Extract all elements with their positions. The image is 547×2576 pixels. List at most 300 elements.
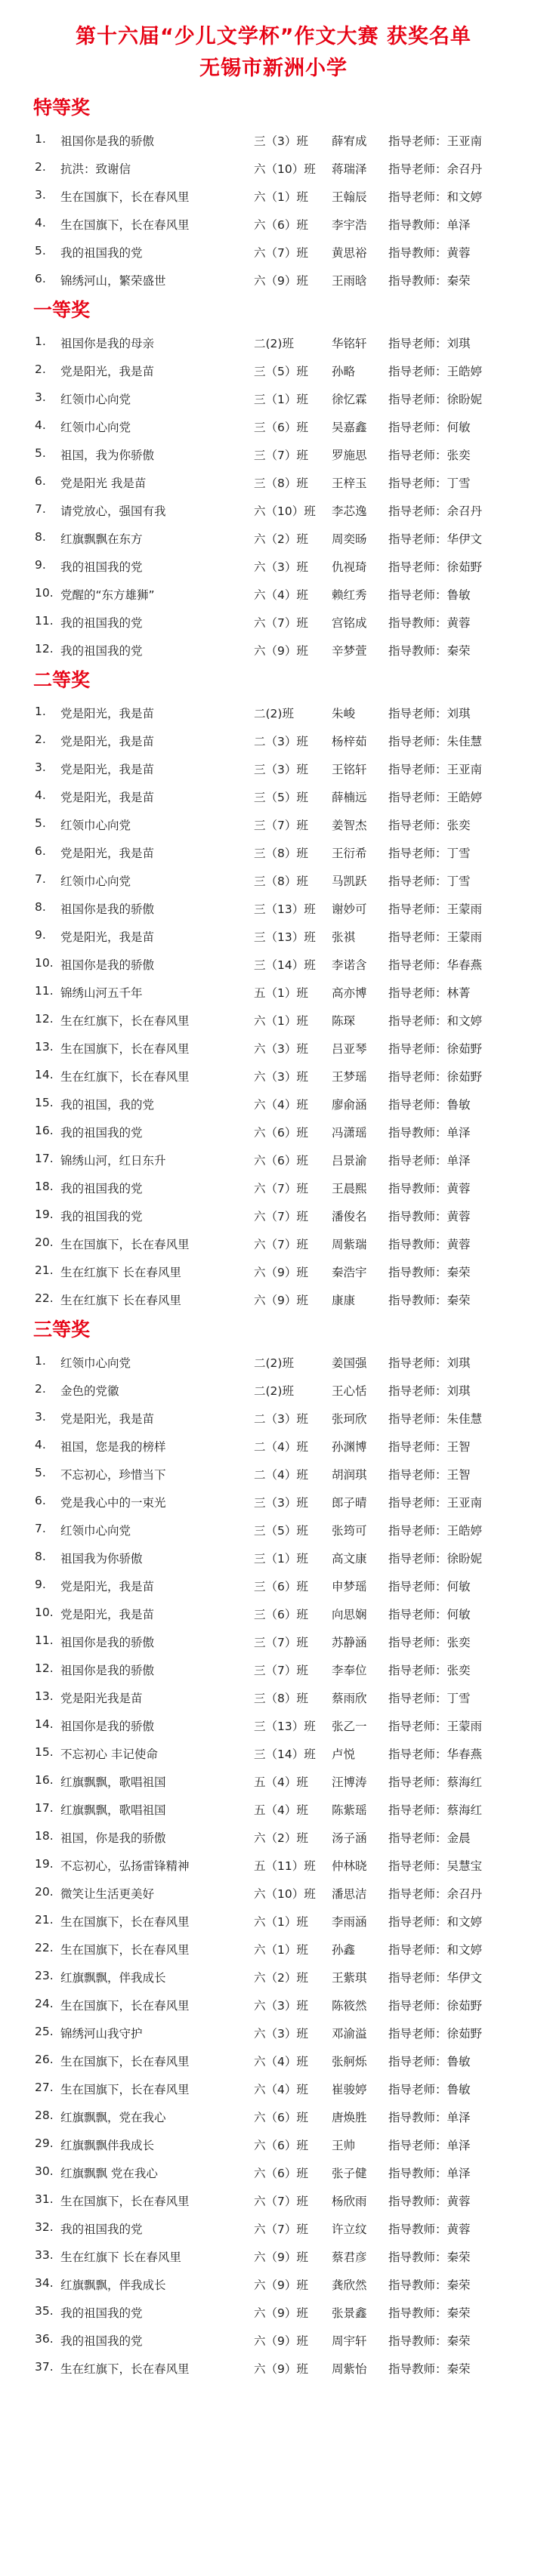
- award-row: [33, 1285, 547, 1313]
- student-name: 冯潇瑶: [332, 1126, 367, 1140]
- class-name: 六（3）班: [254, 1070, 308, 1084]
- teacher-name: 指导教师：秦荣: [388, 1266, 471, 1279]
- class-name: 六（6）班: [254, 2111, 308, 2124]
- teacher-name: 指导教师：秦荣: [388, 644, 471, 658]
- work-title: 红领巾心向党: [60, 819, 131, 832]
- student-name: 唐焕胜: [332, 2111, 367, 2124]
- award-row: [33, 949, 547, 977]
- award-row: [33, 921, 547, 949]
- class-name: 三（8）班: [254, 1692, 308, 1705]
- teacher-name: 指导老师：和文婷: [388, 1014, 483, 1028]
- work-title: 我的祖国我的党: [60, 616, 143, 630]
- teacher-name: 指导老师：王智: [388, 1468, 471, 1482]
- student-name: 徐忆霖: [332, 393, 367, 406]
- award-row: [33, 2297, 547, 2325]
- entry-number: 26.: [35, 2053, 54, 2066]
- work-title: 锦绣山河，红日东升: [60, 1154, 166, 1168]
- award-row: [33, 209, 547, 237]
- class-name: 五（1）班: [254, 986, 308, 1000]
- student-name: 苏静涵: [332, 1636, 367, 1649]
- teacher-name: 指导教师：秦荣: [388, 2334, 471, 2348]
- teacher-name: 指导老师：林菁: [388, 986, 471, 1000]
- work-title: 党是阳光，我是苗: [60, 763, 155, 776]
- class-name: 六（4）班: [254, 2055, 308, 2069]
- class-name: 六（1）班: [254, 1915, 308, 1929]
- class-name: 三（3）班: [254, 134, 308, 148]
- student-name: 潘俊名: [332, 1210, 367, 1223]
- award-sections: [0, 91, 547, 2381]
- class-name: 三（7）班: [254, 449, 308, 462]
- work-title: 党是阳光，我是苗: [60, 1580, 155, 1593]
- award-row: [33, 1794, 547, 1822]
- class-name: 六（3）班: [254, 560, 308, 574]
- class-name: 六（10）班: [254, 1887, 316, 1901]
- student-name: 薛宥成: [332, 134, 367, 148]
- award-row: [33, 1117, 547, 1145]
- teacher-name: 指导老师：徐盼妮: [388, 393, 483, 406]
- award-row: [33, 2046, 547, 2074]
- work-title: 我的祖国我的党: [60, 2223, 143, 2236]
- work-title: 红领巾心向党: [60, 421, 131, 434]
- entry-number: 4.: [35, 1438, 46, 1452]
- award-row: [33, 181, 547, 209]
- student-name: 杨欣雨: [332, 2195, 367, 2208]
- class-name: 六（2）班: [254, 1971, 308, 1985]
- award-row: [33, 440, 547, 467]
- teacher-name: 指导老师：蔡海红: [388, 1775, 483, 1789]
- teacher-name: 指导老师：鲁敏: [388, 588, 471, 602]
- teacher-name: 指导老师：余召丹: [388, 504, 483, 518]
- entry-number: 1.: [35, 335, 46, 348]
- teacher-name: 指导教师：黄蓉: [388, 616, 471, 630]
- class-name: 六（4）班: [254, 2083, 308, 2096]
- award-row: [33, 607, 547, 635]
- award-row: [33, 523, 547, 551]
- entry-number: 6.: [35, 272, 46, 285]
- entry-number: 10.: [35, 586, 54, 600]
- teacher-name: 指导老师：徐茹野: [388, 2027, 483, 2041]
- student-name: 王晨熙: [332, 1182, 367, 1195]
- award-row: [33, 2186, 547, 2214]
- class-name: 六（1）班: [254, 190, 308, 204]
- entry-number: 10.: [35, 1606, 54, 1619]
- award-row: [33, 265, 547, 293]
- student-name: 廖俞涵: [332, 1098, 367, 1112]
- class-name: 六（6）班: [254, 1154, 308, 1168]
- work-title: 我的祖国我的党: [60, 2306, 143, 2320]
- class-name: 三（1）班: [254, 393, 308, 406]
- teacher-name: 指导老师：张奕: [388, 449, 471, 462]
- student-name: 李宇浩: [332, 218, 367, 232]
- teacher-name: 指导教师：单泽: [388, 2111, 471, 2124]
- work-title: 红领巾心向党: [60, 1524, 131, 1538]
- class-name: 五（11）班: [254, 1859, 316, 1873]
- class-name: 六（6）班: [254, 2167, 308, 2180]
- teacher-name: 指导老师：丁雪: [388, 847, 471, 860]
- work-title: 生在红旗下，长在春风里: [60, 2362, 190, 2376]
- work-title: 抗洪：致谢信: [60, 162, 131, 176]
- entry-number: 20.: [35, 1236, 54, 1249]
- school-name: 无锡市新洲小学: [199, 57, 348, 80]
- work-title: 锦绣河山，繁荣盛世: [60, 274, 166, 288]
- work-title: 祖国你是我的骄傲: [60, 134, 155, 148]
- student-name: 王帅: [332, 2139, 356, 2152]
- student-name: 薛楠远: [332, 791, 367, 804]
- award-row: [33, 810, 547, 838]
- class-name: 三（7）班: [254, 819, 308, 832]
- award-row: [33, 2074, 547, 2102]
- class-name: 二（4）班: [254, 1468, 308, 1482]
- work-title: 红旗飘飘，党在我心: [60, 2111, 166, 2124]
- class-name: 三（8）班: [254, 847, 308, 860]
- work-title: 红旗飘飘，伴我成长: [60, 1971, 166, 1985]
- teacher-name: 指导教师：秦荣: [388, 2306, 471, 2320]
- student-name: 王铭轩: [332, 763, 367, 776]
- class-name: 三（3）班: [254, 1496, 308, 1510]
- award-row: [33, 1906, 547, 1934]
- entry-number: 17.: [35, 1801, 54, 1815]
- teacher-name: 指导老师：王蒙雨: [388, 930, 483, 944]
- class-name: 六（6）班: [254, 2139, 308, 2152]
- work-title: 党是阳光，我是苗: [60, 735, 155, 748]
- teacher-name: 指导教师：黄蓉: [388, 2195, 471, 2208]
- student-name: 邓渝溢: [332, 2027, 367, 2041]
- class-name: 三（5）班: [254, 791, 308, 804]
- entry-number: 6.: [35, 1494, 46, 1507]
- student-name: 蔡君彦: [332, 2251, 367, 2264]
- teacher-name: 指导教师：单泽: [388, 218, 471, 232]
- class-name: 六（4）班: [254, 1098, 308, 1112]
- work-title: 党是我心中的一束光: [60, 1496, 166, 1510]
- student-name: 王衍希: [332, 847, 367, 860]
- teacher-name: 指导老师：华伊文: [388, 532, 483, 546]
- entry-number: 13.: [35, 1040, 54, 1054]
- work-title: 红领巾心向党: [60, 1356, 131, 1370]
- entry-number: 21.: [35, 1913, 54, 1927]
- teacher-name: 指导教师：黄蓉: [388, 1238, 471, 1251]
- teacher-name: 指导老师：何敏: [388, 421, 471, 434]
- work-title: 红领巾心向党: [60, 393, 131, 406]
- award-row: [33, 1033, 547, 1061]
- award-row: [33, 1201, 547, 1229]
- class-name: 三（1）班: [254, 1552, 308, 1566]
- class-name: 三（8）班: [254, 875, 308, 888]
- award-row: [33, 1431, 547, 1459]
- award-row: [33, 328, 547, 356]
- award-row: [33, 384, 547, 412]
- work-title: 生在红旗下 长在春风里: [60, 2251, 181, 2264]
- entry-number: 3.: [35, 390, 46, 404]
- entry-number: 9.: [35, 558, 46, 572]
- entry-number: 30.: [35, 2164, 54, 2178]
- entry-number: 27.: [35, 2081, 54, 2094]
- student-name: 蒋瑞泽: [332, 162, 367, 176]
- entry-number: 15.: [35, 1745, 54, 1759]
- student-name: 宫铭成: [332, 616, 367, 630]
- work-title: 生在国旗下，长在春风里: [60, 2055, 190, 2069]
- class-name: 六（7）班: [254, 1182, 308, 1195]
- work-title: 不忘初心，弘扬雷锋精神: [60, 1859, 190, 1873]
- entry-number: 18.: [35, 1180, 54, 1193]
- entry-number: 1.: [35, 132, 46, 146]
- entry-number: 34.: [35, 2276, 54, 2290]
- first-prize-section: [33, 293, 547, 663]
- student-name: 龚欣然: [332, 2278, 367, 2292]
- teacher-name: 指导老师：和文婷: [388, 190, 483, 204]
- work-title: 不忘初心 丰记使命: [60, 1748, 158, 1761]
- award-row: [33, 1962, 547, 1990]
- work-title: 祖国你是我的骄傲: [60, 958, 155, 972]
- teacher-name: 指导老师：朱佳慧: [388, 735, 483, 748]
- award-row: [33, 412, 547, 440]
- student-name: 仲林晓: [332, 1859, 367, 1873]
- class-name: 三（13）班: [254, 1720, 316, 1733]
- award-row: [33, 1515, 547, 1543]
- teacher-name: 指导老师：何敏: [388, 1580, 471, 1593]
- student-name: 胡润琪: [332, 1468, 367, 1482]
- teacher-name: 指导老师：王皓婷: [388, 365, 483, 378]
- entry-number: 36.: [35, 2332, 54, 2346]
- award-row: [33, 1459, 547, 1487]
- entry-number: 20.: [35, 1885, 54, 1899]
- teacher-name: 指导老师：鲁敏: [388, 2083, 471, 2096]
- entry-number: 31.: [35, 2192, 54, 2206]
- work-title: 生在红旗下 长在春风里: [60, 1266, 181, 1279]
- entry-number: 4.: [35, 788, 46, 802]
- work-title: 党是阳光，我是苗: [60, 1608, 155, 1621]
- entry-number: 11.: [35, 1634, 54, 1647]
- award-row: [33, 865, 547, 893]
- award-row: [33, 1173, 547, 1201]
- class-name: 三（14）班: [254, 958, 316, 972]
- teacher-name: 指导老师：鲁敏: [388, 1098, 471, 1112]
- class-name: 三（5）班: [254, 1524, 308, 1538]
- class-name: 六（2）班: [254, 532, 308, 546]
- entry-number: 22.: [35, 1941, 54, 1954]
- second-prize-section: [33, 663, 547, 1313]
- student-name: 李诺含: [332, 958, 367, 972]
- work-title: 我的祖国我的党: [60, 1126, 143, 1140]
- work-title: 生在国旗下，长在春风里: [60, 1042, 190, 1056]
- award-row: [33, 1683, 547, 1711]
- work-title: 红领巾心向党: [60, 875, 131, 888]
- class-name: 六（3）班: [254, 1999, 308, 2013]
- student-name: 张景鑫: [332, 2306, 367, 2320]
- award-row: [33, 1599, 547, 1627]
- award-row: [33, 1375, 547, 1403]
- class-name: 六（9）班: [254, 2362, 308, 2376]
- student-name: 周奕旸: [332, 532, 367, 546]
- entry-number: 21.: [35, 1263, 54, 1277]
- entry-number: 19.: [35, 1857, 54, 1871]
- student-name: 吕亚琴: [332, 1042, 367, 1056]
- teacher-name: 指导老师：王亚南: [388, 763, 483, 776]
- teacher-name: 指导老师：徐茹野: [388, 560, 483, 574]
- entry-number: 35.: [35, 2304, 54, 2318]
- work-title: 生在红旗下，长在春风里: [60, 1070, 190, 1084]
- award-row: [33, 1571, 547, 1599]
- work-title: 祖国我为你骄傲: [60, 1552, 143, 1566]
- award-row: [33, 893, 547, 921]
- work-title: 祖国你是我的骄傲: [60, 902, 155, 916]
- work-title: 生在国旗下，长在春风里: [60, 218, 190, 232]
- award-row: [33, 1347, 547, 1375]
- entry-number: 2.: [35, 733, 46, 746]
- student-name: 仇视琦: [332, 560, 367, 574]
- teacher-name: 指导老师：徐茹野: [388, 1070, 483, 1084]
- teacher-name: 指导老师：华春燕: [388, 958, 483, 972]
- teacher-name: 指导老师：刘琪: [388, 1356, 471, 1370]
- class-name: 二（3）班: [254, 735, 308, 748]
- work-title: 红旗飘飘在东方: [60, 532, 143, 546]
- entry-number: 9.: [35, 928, 46, 942]
- award-row: [33, 1711, 547, 1738]
- student-name: 马凯跃: [332, 875, 367, 888]
- teacher-name: 指导老师：王蒙雨: [388, 1720, 483, 1733]
- entry-number: 11.: [35, 984, 54, 998]
- student-name: 王雨晗: [332, 274, 367, 288]
- student-name: 陈琛: [332, 1014, 356, 1028]
- teacher-name: 指导老师：王亚南: [388, 1496, 483, 1510]
- student-name: 王梓玉: [332, 477, 367, 490]
- work-title: 红旗飘飘，伴我成长: [60, 2278, 166, 2292]
- class-name: 六（6）班: [254, 1126, 308, 1140]
- work-title: 党是阳光，我是苗: [60, 707, 155, 720]
- student-name: 蔡雨欣: [332, 1692, 367, 1705]
- student-name: 谢妙可: [332, 902, 367, 916]
- work-title: 党是阳光 我是苗: [60, 477, 147, 490]
- entry-number: 29.: [35, 2136, 54, 2150]
- student-name: 吕景渝: [332, 1154, 367, 1168]
- class-name: 六（9）班: [254, 2251, 308, 2264]
- entry-number: 11.: [35, 614, 54, 628]
- work-title: 祖国，您是我的榜样: [60, 1440, 166, 1454]
- work-title: 生在国旗下，长在春风里: [60, 2083, 190, 2096]
- student-name: 向思娴: [332, 1608, 367, 1621]
- award-row: [33, 1850, 547, 1878]
- class-name: 二(2)班: [254, 337, 294, 350]
- student-name: 周紫怡: [332, 2362, 367, 2376]
- award-row: [33, 635, 547, 663]
- entry-number: 6.: [35, 474, 46, 488]
- award-row: [33, 1543, 547, 1571]
- teacher-name: 指导教师：秦荣: [388, 2278, 471, 2292]
- entry-number: 8.: [35, 1550, 46, 1563]
- award-row: [33, 698, 547, 726]
- student-name: 康康: [332, 1294, 356, 1307]
- class-name: 六（9）班: [254, 644, 308, 658]
- student-name: 周紫瑞: [332, 1238, 367, 1251]
- student-name: 黄思裕: [332, 246, 367, 260]
- teacher-name: 指导老师：王皓婷: [388, 791, 483, 804]
- student-name: 郎子晴: [332, 1496, 367, 1510]
- teacher-name: 指导教师：黄蓉: [388, 1210, 471, 1223]
- work-title: 党是阳光，我是苗: [60, 930, 155, 944]
- work-title: 生在国旗下，长在春风里: [60, 1943, 190, 1957]
- class-name: 三（6）班: [254, 421, 308, 434]
- entry-number: 4.: [35, 418, 46, 432]
- entry-number: 4.: [35, 216, 46, 230]
- award-row: [33, 2353, 547, 2381]
- class-name: 三（7）班: [254, 1636, 308, 1649]
- teacher-name: 指导教师：秦荣: [388, 2251, 471, 2264]
- award-row: [33, 1738, 547, 1766]
- work-title: 祖国，我为你骄傲: [60, 449, 155, 462]
- teacher-name: 指导教师：黄蓉: [388, 1182, 471, 1195]
- work-title: 红旗飘飘，歌唱祖国: [60, 1775, 166, 1789]
- class-name: 六（6）班: [254, 218, 308, 232]
- entry-number: 12.: [35, 1012, 54, 1026]
- student-name: 李奉位: [332, 1664, 367, 1677]
- teacher-name: 指导教师：单泽: [388, 2167, 471, 2180]
- work-title: 微笑让生活更美好: [60, 1887, 155, 1901]
- teacher-name: 指导老师：余召丹: [388, 1887, 483, 1901]
- award-row: [33, 1089, 547, 1117]
- class-name: 六（7）班: [254, 246, 308, 260]
- award-row: [33, 977, 547, 1005]
- teacher-name: 指导老师：王亚南: [388, 134, 483, 148]
- class-name: 六（7）班: [254, 1238, 308, 1251]
- student-name: 张祺: [332, 930, 356, 944]
- class-name: 六（7）班: [254, 2195, 308, 2208]
- teacher-name: 指导老师：张奕: [388, 1664, 471, 1677]
- entry-number: 5.: [35, 816, 46, 830]
- student-name: 姜国强: [332, 1356, 367, 1370]
- work-title: 金色的党徽: [60, 1384, 119, 1398]
- teacher-name: 指导老师：蔡海红: [388, 1803, 483, 1817]
- entry-number: 5.: [35, 1466, 46, 1479]
- entry-number: 8.: [35, 900, 46, 914]
- entry-number: 15.: [35, 1096, 54, 1109]
- teacher-name: 指导老师：何敏: [388, 1608, 471, 1621]
- class-name: 六（1）班: [254, 1014, 308, 1028]
- entry-number: 14.: [35, 1068, 54, 1081]
- teacher-name: 指导老师：鲁敏: [388, 2055, 471, 2069]
- work-title: 生在国旗下，长在春风里: [60, 1999, 190, 2013]
- entry-number: 10.: [35, 956, 54, 970]
- class-name: 二（3）班: [254, 1412, 308, 1426]
- teacher-name: 指导教师：单泽: [388, 1126, 471, 1140]
- teacher-name: 指导老师：丁雪: [388, 1692, 471, 1705]
- teacher-name: 指导老师：王蒙雨: [388, 902, 483, 916]
- entry-number: 14.: [35, 1717, 54, 1731]
- work-title: 生在国旗下，长在春风里: [60, 1915, 190, 1929]
- award-row: [33, 1229, 547, 1257]
- class-name: 三（8）班: [254, 477, 308, 490]
- teacher-name: 指导老师：王皓婷: [388, 1524, 483, 1538]
- student-name: 崔骏婷: [332, 2083, 367, 2096]
- student-name: 陈紫瑶: [332, 1803, 367, 1817]
- document-title: 第十六届“少儿文学杯”作文大赛 获奖名单: [76, 25, 471, 48]
- award-row: [33, 1487, 547, 1515]
- award-row: [33, 2102, 547, 2130]
- class-name: 六（2）班: [254, 1831, 308, 1845]
- entry-number: 17.: [35, 1152, 54, 1165]
- teacher-name: 指导老师：华春燕: [388, 1748, 483, 1761]
- entry-number: 18.: [35, 1829, 54, 1843]
- student-name: 华铭轩: [332, 337, 367, 350]
- entry-number: 3.: [35, 1410, 46, 1424]
- teacher-name: 指导教师：秦荣: [388, 1294, 471, 1307]
- entry-number: 25.: [35, 2025, 54, 2038]
- work-title: 党醒的“东方雄狮”: [60, 588, 155, 602]
- student-name: 李雨涵: [332, 1915, 367, 1929]
- teacher-name: 指导老师：和文婷: [388, 1915, 483, 1929]
- class-name: 六（7）班: [254, 616, 308, 630]
- teacher-name: 指导老师：单泽: [388, 2139, 471, 2152]
- student-name: 汪博涛: [332, 1775, 367, 1789]
- award-row: [33, 1061, 547, 1089]
